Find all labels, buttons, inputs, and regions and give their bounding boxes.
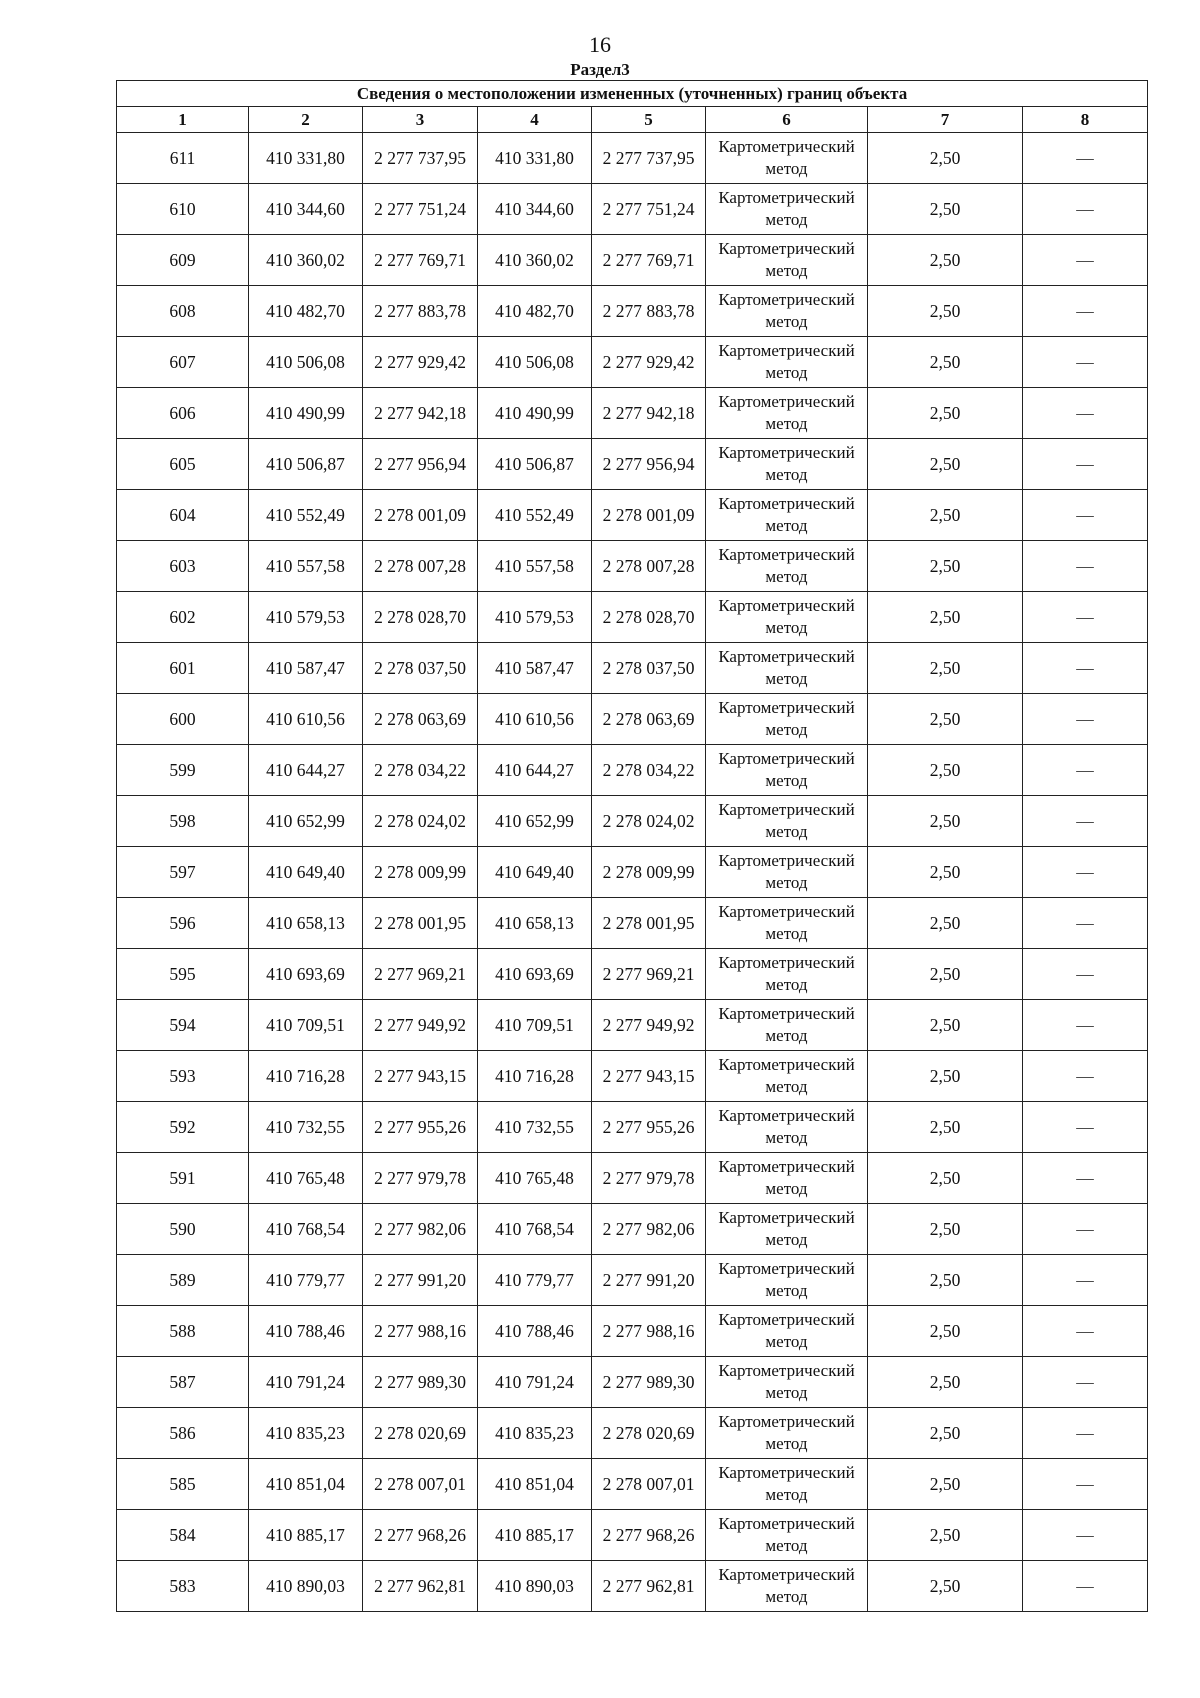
cell-x-refined: 410 610,56 (478, 694, 592, 745)
cell-method: Картометрический метод (706, 184, 868, 235)
cell-y-refined: 2 277 883,78 (592, 286, 706, 337)
cell-y-refined: 2 277 956,94 (592, 439, 706, 490)
cell-x-refined: 410 552,49 (478, 490, 592, 541)
cell-y-existing: 2 278 007,01 (363, 1459, 478, 1510)
cell-point-number: 604 (117, 490, 249, 541)
cell-accuracy: 2,50 (868, 133, 1023, 184)
cell-x-existing: 410 331,80 (249, 133, 363, 184)
cell-y-existing: 2 277 988,16 (363, 1306, 478, 1357)
column-header: 4 (478, 107, 592, 133)
cell-point-number: 608 (117, 286, 249, 337)
cell-method: Картометрический метод (706, 898, 868, 949)
cell-x-existing: 410 587,47 (249, 643, 363, 694)
cell-x-existing: 410 652,99 (249, 796, 363, 847)
cell-y-refined: 2 277 982,06 (592, 1204, 706, 1255)
cell-x-refined: 410 649,40 (478, 847, 592, 898)
header-row (117, 107, 1148, 133)
table-row (117, 235, 1148, 286)
cell-method: Картометрический метод (706, 1255, 868, 1306)
cell-accuracy: 2,50 (868, 1051, 1023, 1102)
column-header: 6 (706, 107, 868, 133)
cell-accuracy: 2,50 (868, 949, 1023, 1000)
table-row (117, 1306, 1148, 1357)
cell-point-number: 585 (117, 1459, 249, 1510)
cell-method: Картометрический метод (706, 694, 868, 745)
cell-method: Картометрический метод (706, 1561, 868, 1612)
cell-accuracy: 2,50 (868, 1204, 1023, 1255)
table-row (117, 1408, 1148, 1459)
cell-y-existing: 2 278 037,50 (363, 643, 478, 694)
cell-note: — (1023, 847, 1148, 898)
cell-y-refined: 2 278 028,70 (592, 592, 706, 643)
cell-method: Картометрический метод (706, 1000, 868, 1051)
cell-y-existing: 2 277 929,42 (363, 337, 478, 388)
cell-method: Картометрический метод (706, 745, 868, 796)
cell-y-refined: 2 278 034,22 (592, 745, 706, 796)
cell-y-existing: 2 277 949,92 (363, 1000, 478, 1051)
cell-y-existing: 2 277 956,94 (363, 439, 478, 490)
cell-accuracy: 2,50 (868, 898, 1023, 949)
cell-y-existing: 2 278 063,69 (363, 694, 478, 745)
table-row (117, 847, 1148, 898)
cell-y-refined: 2 278 001,09 (592, 490, 706, 541)
column-header: 3 (363, 107, 478, 133)
table-row (117, 1561, 1148, 1612)
cell-x-refined: 410 768,54 (478, 1204, 592, 1255)
cell-note: — (1023, 1255, 1148, 1306)
cell-y-refined: 2 277 989,30 (592, 1357, 706, 1408)
cell-x-existing: 410 658,13 (249, 898, 363, 949)
table-row (117, 643, 1148, 694)
cell-accuracy: 2,50 (868, 1510, 1023, 1561)
cell-method: Картометрический метод (706, 541, 868, 592)
cell-y-refined: 2 278 024,02 (592, 796, 706, 847)
cell-x-existing: 410 890,03 (249, 1561, 363, 1612)
cell-x-refined: 410 791,24 (478, 1357, 592, 1408)
cell-note: — (1023, 1408, 1148, 1459)
cell-x-existing: 410 788,46 (249, 1306, 363, 1357)
cell-method: Картометрический метод (706, 1153, 868, 1204)
boundary-table (116, 80, 1148, 1612)
cell-note: — (1023, 898, 1148, 949)
cell-point-number: 610 (117, 184, 249, 235)
cell-method: Картометрический метод (706, 796, 868, 847)
cell-point-number: 598 (117, 796, 249, 847)
table-row (117, 592, 1148, 643)
cell-y-refined: 2 277 737,95 (592, 133, 706, 184)
cell-note: — (1023, 490, 1148, 541)
cell-y-refined: 2 277 949,92 (592, 1000, 706, 1051)
cell-x-existing: 410 360,02 (249, 235, 363, 286)
cell-y-existing: 2 277 883,78 (363, 286, 478, 337)
cell-y-refined: 2 277 962,81 (592, 1561, 706, 1612)
cell-y-refined: 2 278 007,01 (592, 1459, 706, 1510)
cell-note: — (1023, 745, 1148, 796)
cell-x-existing: 410 506,08 (249, 337, 363, 388)
cell-method: Картометрический метод (706, 337, 868, 388)
table-row (117, 898, 1148, 949)
cell-accuracy: 2,50 (868, 490, 1023, 541)
cell-note: — (1023, 643, 1148, 694)
cell-x-refined: 410 579,53 (478, 592, 592, 643)
cell-x-existing: 410 506,87 (249, 439, 363, 490)
cell-y-existing: 2 277 982,06 (363, 1204, 478, 1255)
cell-x-refined: 410 732,55 (478, 1102, 592, 1153)
cell-accuracy: 2,50 (868, 1255, 1023, 1306)
cell-accuracy: 2,50 (868, 1000, 1023, 1051)
cell-y-refined: 2 277 751,24 (592, 184, 706, 235)
cell-y-existing: 2 278 009,99 (363, 847, 478, 898)
cell-accuracy: 2,50 (868, 1357, 1023, 1408)
cell-y-existing: 2 277 751,24 (363, 184, 478, 235)
cell-x-refined: 410 788,46 (478, 1306, 592, 1357)
cell-x-existing: 410 765,48 (249, 1153, 363, 1204)
cell-y-refined: 2 277 979,78 (592, 1153, 706, 1204)
cell-x-existing: 410 732,55 (249, 1102, 363, 1153)
cell-point-number: 601 (117, 643, 249, 694)
cell-accuracy: 2,50 (868, 1459, 1023, 1510)
cell-x-refined: 410 765,48 (478, 1153, 592, 1204)
cell-y-refined: 2 277 988,16 (592, 1306, 706, 1357)
table-row (117, 490, 1148, 541)
table-row (117, 1102, 1148, 1153)
cell-accuracy: 2,50 (868, 439, 1023, 490)
cell-accuracy: 2,50 (868, 1408, 1023, 1459)
cell-point-number: 605 (117, 439, 249, 490)
cell-x-refined: 410 835,23 (478, 1408, 592, 1459)
table-row (117, 1204, 1148, 1255)
cell-method: Картометрический метод (706, 1510, 868, 1561)
cell-method: Картометрический метод (706, 1051, 868, 1102)
table-row (117, 694, 1148, 745)
cell-x-existing: 410 851,04 (249, 1459, 363, 1510)
cell-x-refined: 410 890,03 (478, 1561, 592, 1612)
cell-note: — (1023, 1459, 1148, 1510)
cell-y-existing: 2 278 001,95 (363, 898, 478, 949)
cell-y-refined: 2 278 009,99 (592, 847, 706, 898)
cell-method: Картометрический метод (706, 133, 868, 184)
cell-x-existing: 410 610,56 (249, 694, 363, 745)
cell-x-refined: 410 693,69 (478, 949, 592, 1000)
cell-y-existing: 2 278 024,02 (363, 796, 478, 847)
cell-x-existing: 410 557,58 (249, 541, 363, 592)
cell-x-refined: 410 344,60 (478, 184, 592, 235)
cell-y-refined: 2 277 929,42 (592, 337, 706, 388)
cell-y-existing: 2 278 028,70 (363, 592, 478, 643)
column-header: 8 (1023, 107, 1148, 133)
cell-x-existing: 410 644,27 (249, 745, 363, 796)
cell-method: Картометрический метод (706, 1357, 868, 1408)
table-row (117, 286, 1148, 337)
table-row (117, 337, 1148, 388)
cell-y-existing: 2 277 991,20 (363, 1255, 478, 1306)
cell-x-existing: 410 716,28 (249, 1051, 363, 1102)
cell-x-refined: 410 716,28 (478, 1051, 592, 1102)
cell-x-refined: 410 557,58 (478, 541, 592, 592)
cell-method: Картометрический метод (706, 439, 868, 490)
cell-note: — (1023, 1510, 1148, 1561)
cell-method: Картометрический метод (706, 592, 868, 643)
table-row (117, 1459, 1148, 1510)
cell-note: — (1023, 1153, 1148, 1204)
cell-note: — (1023, 1357, 1148, 1408)
table-row (117, 1255, 1148, 1306)
cell-y-refined: 2 277 769,71 (592, 235, 706, 286)
table-row (117, 184, 1148, 235)
cell-y-refined: 2 277 943,15 (592, 1051, 706, 1102)
column-header: 1 (117, 107, 249, 133)
cell-x-existing: 410 693,69 (249, 949, 363, 1000)
cell-method: Картометрический метод (706, 847, 868, 898)
cell-note: — (1023, 1102, 1148, 1153)
cell-note: — (1023, 184, 1148, 235)
cell-method: Картометрический метод (706, 388, 868, 439)
cell-point-number: 600 (117, 694, 249, 745)
cell-point-number: 592 (117, 1102, 249, 1153)
cell-note: — (1023, 1000, 1148, 1051)
cell-x-existing: 410 490,99 (249, 388, 363, 439)
table-caption: Сведения о местоположении измененных (уточненных) границ объекта (117, 81, 1148, 107)
column-header: 7 (868, 107, 1023, 133)
cell-point-number: 584 (117, 1510, 249, 1561)
cell-note: — (1023, 286, 1148, 337)
cell-y-refined: 2 277 955,26 (592, 1102, 706, 1153)
cell-method: Картометрический метод (706, 1204, 868, 1255)
cell-x-existing: 410 649,40 (249, 847, 363, 898)
cell-x-refined: 410 506,08 (478, 337, 592, 388)
cell-x-refined: 410 885,17 (478, 1510, 592, 1561)
cell-accuracy: 2,50 (868, 541, 1023, 592)
cell-accuracy: 2,50 (868, 694, 1023, 745)
cell-note: — (1023, 1561, 1148, 1612)
cell-note: — (1023, 592, 1148, 643)
cell-x-existing: 410 344,60 (249, 184, 363, 235)
table-row (117, 949, 1148, 1000)
cell-accuracy: 2,50 (868, 745, 1023, 796)
cell-y-refined: 2 278 001,95 (592, 898, 706, 949)
cell-x-existing: 410 482,70 (249, 286, 363, 337)
cell-accuracy: 2,50 (868, 796, 1023, 847)
cell-point-number: 594 (117, 1000, 249, 1051)
cell-x-refined: 410 644,27 (478, 745, 592, 796)
table-row (117, 745, 1148, 796)
cell-note: — (1023, 388, 1148, 439)
cell-note: — (1023, 541, 1148, 592)
cell-method: Картометрический метод (706, 1459, 868, 1510)
cell-y-existing: 2 277 769,71 (363, 235, 478, 286)
page-number: 16 (589, 32, 611, 57)
cell-point-number: 590 (117, 1204, 249, 1255)
cell-point-number: 595 (117, 949, 249, 1000)
cell-note: — (1023, 796, 1148, 847)
cell-y-refined: 2 277 942,18 (592, 388, 706, 439)
cell-point-number: 591 (117, 1153, 249, 1204)
cell-x-existing: 410 835,23 (249, 1408, 363, 1459)
cell-accuracy: 2,50 (868, 592, 1023, 643)
cell-point-number: 602 (117, 592, 249, 643)
cell-method: Картометрический метод (706, 949, 868, 1000)
cell-point-number: 587 (117, 1357, 249, 1408)
cell-y-existing: 2 277 989,30 (363, 1357, 478, 1408)
cell-x-refined: 410 506,87 (478, 439, 592, 490)
table-row (117, 133, 1148, 184)
cell-y-refined: 2 277 968,26 (592, 1510, 706, 1561)
cell-x-existing: 410 779,77 (249, 1255, 363, 1306)
cell-note: — (1023, 1306, 1148, 1357)
cell-x-refined: 410 587,47 (478, 643, 592, 694)
cell-y-existing: 2 277 943,15 (363, 1051, 478, 1102)
cell-x-existing: 410 791,24 (249, 1357, 363, 1408)
cell-accuracy: 2,50 (868, 184, 1023, 235)
cell-point-number: 609 (117, 235, 249, 286)
cell-accuracy: 2,50 (868, 337, 1023, 388)
cell-y-existing: 2 277 962,81 (363, 1561, 478, 1612)
cell-note: — (1023, 133, 1148, 184)
table-row (117, 1357, 1148, 1408)
cell-y-existing: 2 278 034,22 (363, 745, 478, 796)
cell-note: — (1023, 1051, 1148, 1102)
cell-accuracy: 2,50 (868, 388, 1023, 439)
cell-note: — (1023, 439, 1148, 490)
table-row (117, 1051, 1148, 1102)
table-row (117, 388, 1148, 439)
cell-x-refined: 410 851,04 (478, 1459, 592, 1510)
cell-x-existing: 410 768,54 (249, 1204, 363, 1255)
cell-x-refined: 410 709,51 (478, 1000, 592, 1051)
cell-point-number: 589 (117, 1255, 249, 1306)
cell-accuracy: 2,50 (868, 1153, 1023, 1204)
cell-x-refined: 410 490,99 (478, 388, 592, 439)
column-header: 2 (249, 107, 363, 133)
cell-x-existing: 410 552,49 (249, 490, 363, 541)
cell-y-refined: 2 278 063,69 (592, 694, 706, 745)
cell-x-existing: 410 709,51 (249, 1000, 363, 1051)
table-row (117, 1000, 1148, 1051)
table-row (117, 1153, 1148, 1204)
cell-method: Картометрический метод (706, 1306, 868, 1357)
cell-x-existing: 410 885,17 (249, 1510, 363, 1561)
table-row (117, 439, 1148, 490)
cell-note: — (1023, 235, 1148, 286)
cell-y-existing: 2 277 955,26 (363, 1102, 478, 1153)
cell-method: Картометрический метод (706, 235, 868, 286)
cell-method: Картометрический метод (706, 286, 868, 337)
cell-point-number: 586 (117, 1408, 249, 1459)
cell-y-refined: 2 278 020,69 (592, 1408, 706, 1459)
cell-note: — (1023, 1204, 1148, 1255)
cell-y-existing: 2 277 968,26 (363, 1510, 478, 1561)
cell-y-existing: 2 278 001,09 (363, 490, 478, 541)
cell-point-number: 607 (117, 337, 249, 388)
cell-method: Картометрический метод (706, 490, 868, 541)
cell-point-number: 588 (117, 1306, 249, 1357)
cell-x-refined: 410 658,13 (478, 898, 592, 949)
cell-point-number: 599 (117, 745, 249, 796)
cell-y-existing: 2 277 969,21 (363, 949, 478, 1000)
cell-point-number: 583 (117, 1561, 249, 1612)
cell-y-existing: 2 278 007,28 (363, 541, 478, 592)
cell-accuracy: 2,50 (868, 1102, 1023, 1153)
cell-y-existing: 2 277 737,95 (363, 133, 478, 184)
cell-point-number: 596 (117, 898, 249, 949)
cell-accuracy: 2,50 (868, 643, 1023, 694)
cell-method: Картометрический метод (706, 1408, 868, 1459)
cell-x-refined: 410 779,77 (478, 1255, 592, 1306)
table-row (117, 541, 1148, 592)
cell-accuracy: 2,50 (868, 235, 1023, 286)
cell-x-refined: 410 331,80 (478, 133, 592, 184)
table-row (117, 1510, 1148, 1561)
cell-x-refined: 410 652,99 (478, 796, 592, 847)
cell-x-refined: 410 360,02 (478, 235, 592, 286)
column-header: 5 (592, 107, 706, 133)
cell-y-refined: 2 277 991,20 (592, 1255, 706, 1306)
cell-point-number: 593 (117, 1051, 249, 1102)
cell-accuracy: 2,50 (868, 1306, 1023, 1357)
cell-x-refined: 410 482,70 (478, 286, 592, 337)
cell-y-refined: 2 278 007,28 (592, 541, 706, 592)
cell-y-existing: 2 277 979,78 (363, 1153, 478, 1204)
section-title: Раздел3 (570, 60, 630, 79)
cell-note: — (1023, 337, 1148, 388)
cell-method: Картометрический метод (706, 1102, 868, 1153)
cell-accuracy: 2,50 (868, 847, 1023, 898)
cell-accuracy: 2,50 (868, 286, 1023, 337)
cell-x-existing: 410 579,53 (249, 592, 363, 643)
cell-y-refined: 2 278 037,50 (592, 643, 706, 694)
cell-y-existing: 2 278 020,69 (363, 1408, 478, 1459)
cell-point-number: 611 (117, 133, 249, 184)
cell-point-number: 606 (117, 388, 249, 439)
cell-point-number: 597 (117, 847, 249, 898)
cell-method: Картометрический метод (706, 643, 868, 694)
table-row (117, 796, 1148, 847)
cell-y-existing: 2 277 942,18 (363, 388, 478, 439)
cell-point-number: 603 (117, 541, 249, 592)
cell-accuracy: 2,50 (868, 1561, 1023, 1612)
cell-note: — (1023, 949, 1148, 1000)
cell-note: — (1023, 694, 1148, 745)
cell-y-refined: 2 277 969,21 (592, 949, 706, 1000)
